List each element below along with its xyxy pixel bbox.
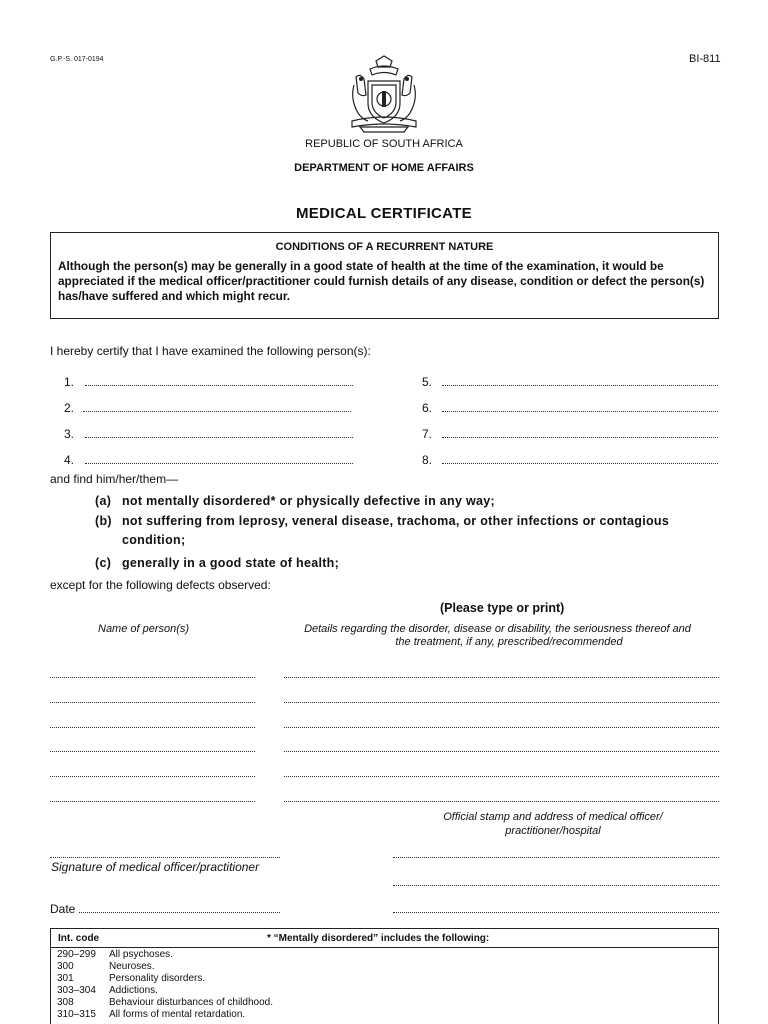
person-1-field[interactable]: [85, 385, 353, 386]
code-cell: 308: [57, 997, 74, 1008]
form-code: BI-811: [689, 53, 721, 65]
details-column-header-line1: Details regarding the disorder, disease or disability, the seriousness thereof and: [304, 623, 691, 635]
defect-details-field[interactable]: [284, 727, 719, 728]
person-8-field[interactable]: [442, 463, 718, 464]
condition-label: (c): [95, 556, 112, 570]
code-cell: 290–299: [57, 949, 96, 960]
defect-name-field[interactable]: [50, 776, 255, 777]
stamp-label-line2: practitioner/hospital: [505, 825, 601, 837]
code-cell: 300: [57, 961, 74, 972]
details-column-header-line2: the treatment, if any, prescribed/recommended: [395, 636, 623, 648]
table-row: [57, 997, 718, 1009]
person-number: 6.: [422, 401, 433, 415]
defect-details-field[interactable]: [284, 677, 719, 678]
date-label: Date: [50, 902, 76, 916]
stamp-address-line[interactable]: [393, 885, 719, 886]
condition-text: generally in a good state of health;: [122, 556, 340, 570]
condition-label: (a): [95, 494, 112, 508]
signature-label: Signature of medical officer/practitioner: [51, 860, 260, 874]
please-type-note: (Please type or print): [440, 601, 565, 615]
certify-statement: I hereby certify that I have examined the following person(s):: [50, 344, 371, 358]
table-row: [57, 985, 718, 997]
code-cell: 310–315: [57, 1009, 96, 1020]
person-number: 3.: [64, 427, 75, 441]
except-statement: except for the following defects observed:: [50, 578, 271, 592]
person-number: 4.: [64, 453, 75, 467]
defect-details-field[interactable]: [284, 751, 719, 752]
defect-name-field[interactable]: [50, 751, 255, 752]
mental-disorder-codes-table: [50, 928, 719, 1024]
find-statement: and find him/her/them—: [50, 472, 179, 486]
int-code-header: Int. code: [58, 933, 100, 944]
signature-field[interactable]: [50, 857, 280, 858]
description-cell: Behaviour disturbances of childhood.: [109, 997, 273, 1008]
form-reference: G.P.-S. 017-0194: [50, 56, 104, 63]
table-row: [57, 961, 718, 973]
person-7-field[interactable]: [442, 437, 718, 438]
person-number: 1.: [64, 375, 75, 389]
coat-of-arms-icon: [346, 55, 422, 133]
description-cell: Neuroses.: [109, 961, 155, 972]
table-row: [57, 949, 718, 961]
table-row: [57, 973, 718, 985]
defect-name-field[interactable]: [50, 702, 255, 703]
stamp-address-line[interactable]: [393, 857, 719, 858]
code-cell: 301: [57, 973, 74, 984]
codes-table-body: [51, 948, 718, 1021]
notice-heading: CONDITIONS OF A RECURRENT NATURE: [275, 241, 494, 253]
codes-table-title: * “Mentally disordered” includes the following:: [267, 933, 490, 944]
person-2-field[interactable]: [83, 411, 351, 412]
condition-text: not mentally disordered* or physically defective in any way;: [122, 494, 495, 508]
defect-details-field[interactable]: [284, 702, 719, 703]
condition-text: not suffering from leprosy, veneral disease, trachoma, or other infections or contagious: [122, 514, 670, 528]
country-name: REPUBLIC OF SOUTH AFRICA: [305, 138, 463, 150]
defect-name-field[interactable]: [50, 727, 255, 728]
notice-box: [50, 232, 719, 319]
table-row: [57, 1009, 718, 1021]
defect-name-field[interactable]: [50, 801, 255, 802]
description-cell: All psychoses.: [109, 949, 173, 960]
defect-details-field[interactable]: [284, 776, 719, 777]
condition-text: condition;: [122, 533, 186, 547]
person-number: 2.: [64, 401, 75, 415]
defect-details-field[interactable]: [284, 801, 719, 802]
description-cell: Addictions.: [109, 985, 158, 996]
name-column-header: Name of person(s): [98, 623, 190, 635]
person-number: 5.: [422, 375, 433, 389]
page-title: MEDICAL CERTIFICATE: [296, 205, 472, 222]
stamp-address-line[interactable]: [393, 912, 719, 913]
person-5-field[interactable]: [442, 385, 718, 386]
person-number: 7.: [422, 427, 433, 441]
department-name: DEPARTMENT OF HOME AFFAIRS: [294, 162, 474, 174]
date-field[interactable]: [79, 912, 280, 913]
table-header: [51, 929, 718, 948]
description-cell: All forms of mental retardation.: [109, 1009, 246, 1020]
code-cell: 303–304: [57, 985, 96, 996]
description-cell: Personality disorders.: [109, 973, 206, 984]
stamp-label-line1: Official stamp and address of medical officer/: [443, 811, 663, 823]
person-3-field[interactable]: [85, 437, 353, 438]
person-6-field[interactable]: [442, 411, 718, 412]
person-4-field[interactable]: [85, 463, 353, 464]
person-number: 8.: [422, 453, 433, 467]
condition-label: (b): [95, 514, 112, 528]
notice-body: Although the person(s) may be generally in a good state of health at the time of the examination, it would be appreciated if the medical officer/practitioner could furnish details of any disease, condition or defect the person(s) has/have suffered and which might recur.: [58, 259, 705, 303]
defect-name-field[interactable]: [50, 677, 255, 678]
